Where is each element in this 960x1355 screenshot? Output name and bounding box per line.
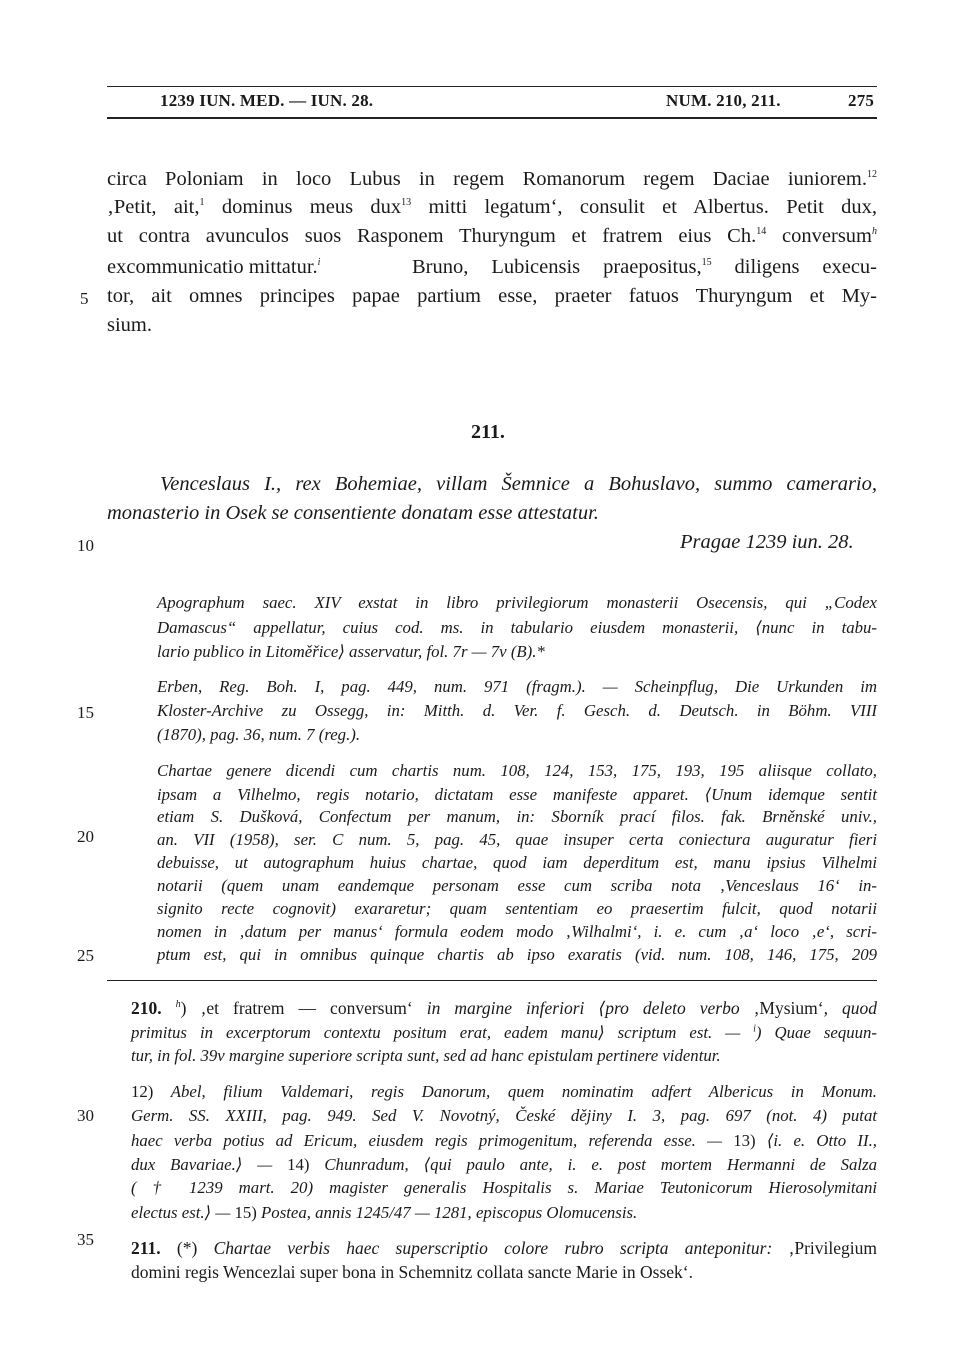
line-number-20: 20	[77, 827, 94, 846]
main-line-6: sium.	[107, 314, 152, 336]
line-number-15: 15	[77, 703, 94, 722]
footnote-separator	[107, 980, 877, 981]
apparatus-3-line-3: etiam S. Dušková, Confectum per manum, in: Sborník prací filos. fak. Brněnské univ.,	[157, 807, 877, 826]
apparatus-3-line-2: ipsam a Vilhelmo, regis notario, dictatam esse manifeste apparet. ⟨Unum idemque sentit	[157, 785, 877, 804]
apparatus-3-line-6: notarii (quem unam eandemque personam esse cum scriba nota ‚Venceslaus 16‘ in-	[157, 876, 877, 895]
main-line-5: tor, ait omnes principes papae partium esse, praeter fatuos Thuryngum et My-	[107, 285, 877, 307]
header-bottom-rule	[107, 117, 877, 119]
apparatus-1-line-2: Damascus“ appellatur, cuius cod. ms. in tabulario eiusdem monasterii, ⟨nunc in tabu-	[157, 618, 877, 637]
place-date: Pragae 1239 iun. 28.	[680, 531, 854, 553]
apparatus-2-line-3: (1870), pag. 36, num. 7 (reg.).	[157, 725, 361, 744]
note-14-line-2: ( † 1239 mart. 20) magister generalis Hospitalis s. Mariae Teutonicorum Hierosolymitani	[131, 1178, 877, 1197]
apparatus-3-line-9: ptum est, qui in omnibus quinque chartis ab ipso exaratis (vid. num. 108, 146, 175, 209	[157, 945, 877, 964]
main-line-1: circa Poloniam in loco Lubus in regem Romanorum regem Daciae iuniorem.$^{12}$	[107, 168, 877, 190]
note-15-line: electus est.⟩ — 15) Postea, annis 1245/47 — 1281, episcopus Olomucensis.	[131, 1203, 638, 1222]
running-head-left: 1239 IUN. MED. — IUN. 28.	[160, 91, 374, 110]
line-number-30: 30	[77, 1106, 94, 1125]
main-line-4b: Bruno, Lubicensis praepositus,$^{15}$ diligens execu-	[412, 256, 877, 278]
footnote-211-line-1: 211. (*) Chartae verbis haec superscriptio colore rubro scripta anteponitur: ‚Privilegium	[131, 1238, 878, 1258]
apparatus-3-line-1: Chartae genere dicendi cum chartis num. 108, 124, 153, 175, 193, 195 aliisque collato,	[157, 761, 877, 780]
regest-line-2: monasterio in Osek se consentiente donatam esse attestatur.	[107, 502, 599, 524]
apparatus-2-line-1: Erben, Reg. Boh. I, pag. 449, num. 971 (fragm.). — Scheinpflug, Die Urkunden im	[157, 677, 877, 696]
apparatus-3-line-5: debuisse, ut autographum huius chartae, quod iam deperditum est, manu ipsius Vilhelmi	[157, 853, 877, 872]
line-number-5: 5	[80, 289, 89, 308]
note-12-line-3: haec verba potius ad Ericum, eiusdem regis primogenitum, referenda esse. — 13) ⟨i. e. Otto II.,	[131, 1131, 877, 1150]
main-line-3: ut contra avunculos suos Rasponem Thuryngum et fratrem eius Ch.$^{14}$ conversum$^h$	[107, 225, 877, 247]
main-line-2: ‚Petit, ait,$^1$ dominus meus dux$^{13}$ mitti legatum‘, consulit et Albertus. Petit dux,	[107, 196, 877, 218]
apparatus-1-line-3: lario publico in Litoměřice⟩ asservatur, fol. 7r — 7v (B).*	[157, 642, 545, 661]
main-line-4a: excommunicatio mittatur.$^i$	[107, 256, 321, 278]
apparatus-2-line-2: Kloster-Archive zu Ossegg, in: Mitth. d. Ver. f. Gesch. d. Deutsch. in Böhm. VIII	[157, 701, 877, 720]
note-14-line-1: dux Bavariae.⟩ — 14) Chunradum, ⟨qui paulo ante, i. e. post mortem Hermanni de Salza	[131, 1155, 877, 1174]
footnote-210-line-2: primitus in excerptorum contextu positum erat, eadem manu⟩ scriptum est. — $^i$) Quae sequun-	[131, 1023, 877, 1042]
apparatus-1-line-1: Apographum saec. XIV exstat in libro privilegiorum monasterii Osecensis, qui „Codex	[157, 593, 877, 612]
document-number: 211.	[471, 421, 505, 443]
footnote-211-line-2: domini regis Wencezlai super bona in Schemnitz collata sancte Marie in Ossek‘.	[131, 1262, 693, 1282]
apparatus-3-line-7: signito recte cognovit) exararetur; quam sententiam eo praesertim fulcit, quod notarii	[157, 899, 877, 918]
footnote-210-line-1: 210. $^h$) ‚et fratrem — conversum‘ in margine inferiori ⟨pro deleto verbo ‚Mysium‘, quod	[131, 998, 878, 1018]
header-top-rule	[107, 86, 877, 87]
running-head-center: NUM. 210, 211.	[666, 91, 781, 110]
line-number-25: 25	[77, 946, 94, 965]
note-12-line-2: Germ. SS. XXIII, pag. 949. Sed V. Novotný, České dějiny I. 3, pag. 697 (not. 4) putat	[131, 1106, 877, 1125]
note-12-line-1: 12) Abel, filium Valdemari, regis Danorum, quem nominatim adfert Albericus in Monum.	[131, 1082, 877, 1101]
page-number: 275	[848, 91, 875, 110]
line-number-35: 35	[77, 1230, 94, 1249]
apparatus-3-line-4: an. VII (1958), ser. C num. 5, pag. 45, quae insuper certa coniectura auguratur fieri	[157, 830, 877, 849]
regest-line-1: Venceslaus I., rex Bohemiae, villam Šemnice a Bohuslavo, summo camerario,	[160, 473, 877, 495]
apparatus-3-line-8: nomen in ‚datum per manus‘ formula eodem modo ‚Wilhalmi‘, i. e. cum ‚a‘ loco ‚e‘, scri-	[157, 922, 877, 941]
line-number-10: 10	[77, 536, 94, 555]
footnote-210-line-3: tur, in fol. 39v margine superiore scripta sunt, sed ad hanc epistulam pertinere videntur.	[131, 1046, 721, 1065]
